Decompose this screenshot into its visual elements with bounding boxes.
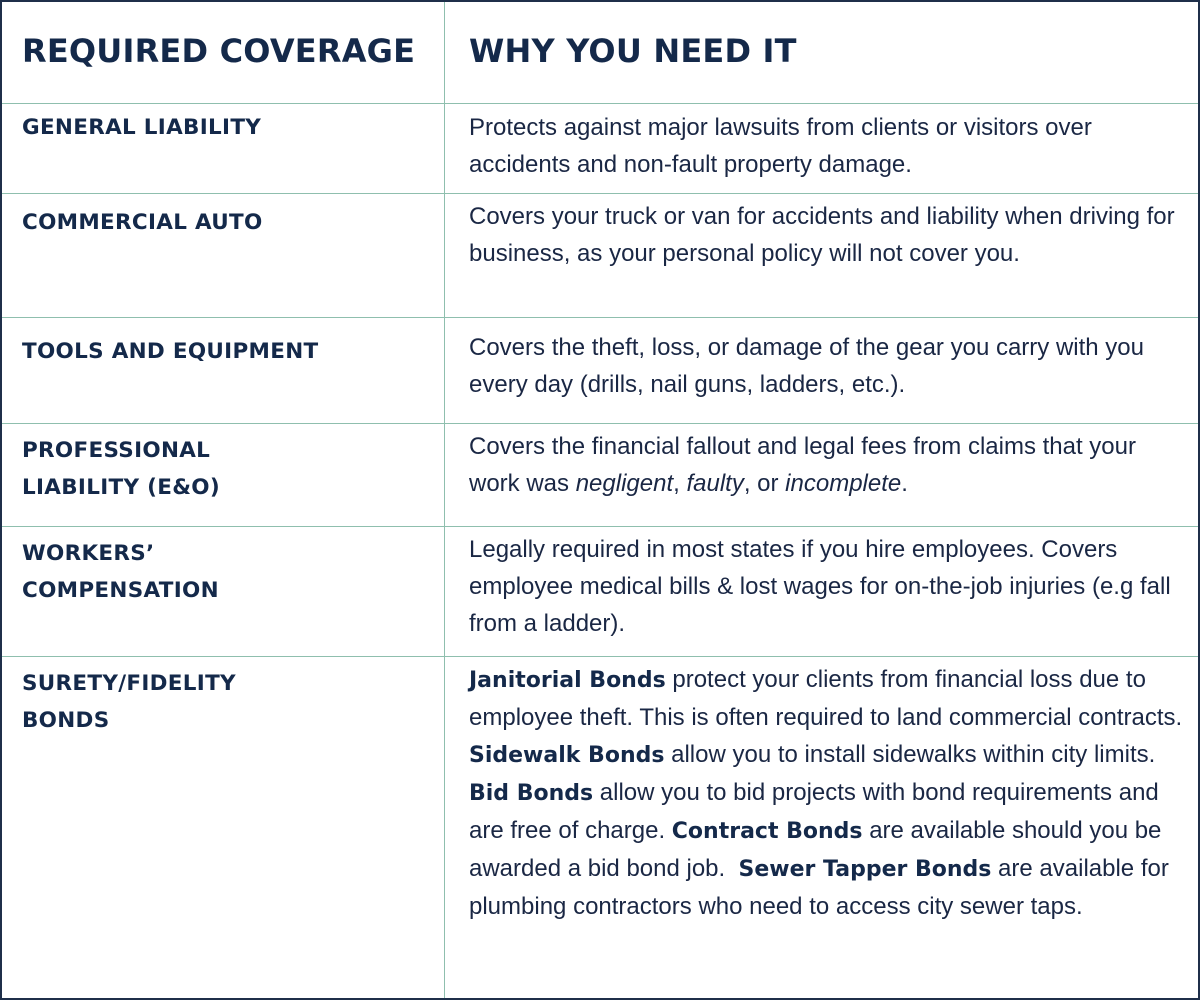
header-required-coverage: REQUIRED COVERAGE bbox=[22, 32, 416, 70]
bond-sewer-tapper: Sewer Tapper Bonds bbox=[738, 857, 992, 882]
description-end: . bbox=[901, 470, 908, 497]
row-divider bbox=[2, 526, 1198, 527]
coverage-workers-compensation bbox=[22, 535, 432, 609]
description-text: allow you to install sidewalks within city limits. bbox=[664, 741, 1156, 768]
coverage-professional-liability bbox=[22, 432, 432, 506]
coverage-label-line2: LIABILITY (E&O) bbox=[22, 475, 221, 500]
bond-bid: Bid Bonds bbox=[469, 781, 594, 806]
column-divider bbox=[444, 2, 445, 998]
description-workers-compensation: Legally required in most states if you hire employees. Covers employee medical bills & lost wages for on-the-job injuries (e.g fall from a ladder). bbox=[469, 536, 1171, 637]
coverage-label-line1: PROFESSIONAL bbox=[22, 438, 211, 463]
description-professional-liability bbox=[469, 428, 1184, 502]
description-separator: , or bbox=[743, 470, 786, 497]
description-tools-and-equipment: Covers the theft, loss, or damage of the gear you carry with you every day (drills, nail guns, ladders, etc.). bbox=[469, 334, 1144, 398]
row-divider bbox=[2, 103, 1198, 104]
description-text: protect your clients from financial loss due to employee theft. This is often required to land commercial contracts. bbox=[469, 666, 1183, 731]
row-divider bbox=[2, 317, 1198, 318]
coverage-tools-and-equipment bbox=[22, 333, 432, 370]
coverage-label-line1: SURETY/FIDELITY bbox=[22, 671, 236, 696]
coverage-label: GENERAL LIABILITY bbox=[22, 115, 262, 140]
description-surety-fidelity-bonds bbox=[469, 661, 1184, 925]
coverage-label: TOOLS AND EQUIPMENT bbox=[22, 339, 319, 364]
description-text: allow you to bid projects with bond requirements and are free of charge. bbox=[469, 779, 1159, 844]
bond-contract: Contract Bonds bbox=[671, 819, 863, 844]
emphasis-incomplete: incomplete bbox=[785, 470, 902, 497]
coverage-surety-fidelity-bonds bbox=[22, 665, 432, 739]
description-text: are available should you be awarded a bid bond job. bbox=[469, 817, 1169, 882]
bond-sidewalk: Sidewalk Bonds bbox=[469, 743, 665, 768]
row-divider bbox=[2, 656, 1198, 657]
coverage-label-line1: WORKERS’ bbox=[22, 541, 155, 566]
coverage-label-line2: COMPENSATION bbox=[22, 578, 219, 603]
description-general-liability: Protects against major lawsuits from clients or visitors over accidents and non-fault property damage. bbox=[469, 114, 1092, 178]
coverage-label-line2: BONDS bbox=[22, 708, 110, 733]
emphasis-negligent: negligent bbox=[575, 470, 674, 497]
row-divider bbox=[2, 423, 1198, 424]
description-text: Covers the financial fallout and legal fees from claims that your work was bbox=[469, 433, 1136, 497]
description-commercial-auto: Covers your truck or van for accidents and liability when driving for business, as your personal policy will not cover you. bbox=[469, 203, 1175, 267]
emphasis-faulty: faulty bbox=[686, 470, 744, 497]
coverage-general-liability bbox=[22, 109, 432, 146]
row-divider bbox=[2, 193, 1198, 194]
bond-janitorial: Janitorial Bonds bbox=[469, 668, 666, 693]
coverage-label: COMMERCIAL AUTO bbox=[22, 210, 263, 235]
description-separator: , bbox=[673, 470, 687, 497]
header-why-you-need-it: WHY YOU NEED IT bbox=[469, 32, 797, 70]
coverage-commercial-auto bbox=[22, 204, 432, 241]
description-text: are available for plumbing contractors who need to access city sewer taps. bbox=[469, 855, 1169, 920]
